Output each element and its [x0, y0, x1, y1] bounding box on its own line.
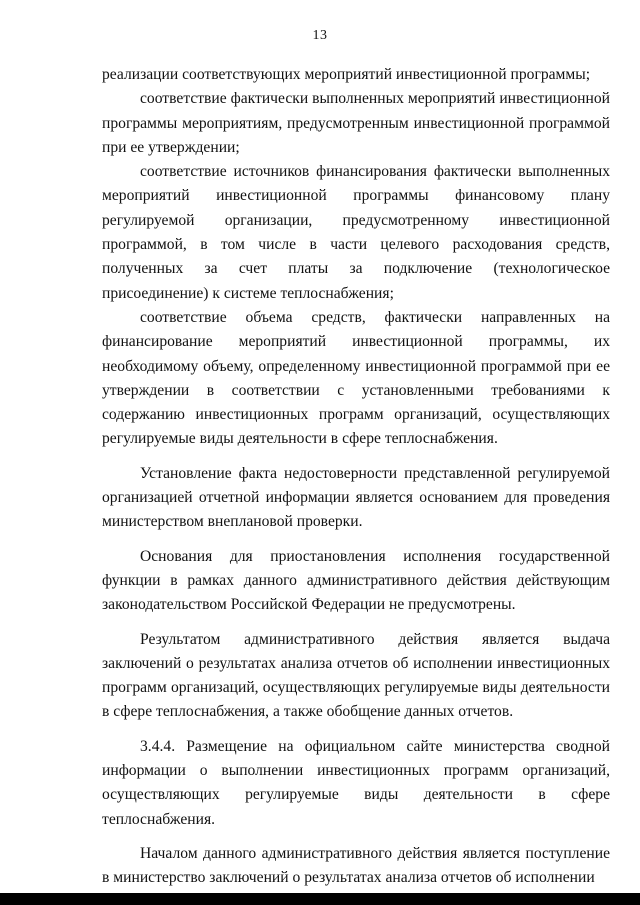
section-heading-3-4-4: 3.4.4. Размещение на официальном сайте министерства сводной информации о выполнении инвестиционных программ организаций, осуществляющих регулируемые виды деятельности в сфере теплоснабжения. [102, 737, 610, 828]
paragraph-continuation: реализации соответствующих мероприятий инвестиционной программы; [102, 66, 591, 83]
paragraph-compliance-financing: соответствие источников финансирования фактически выполненных мероприятий инвестиционной программы финансовому плану регулируемой организации, предусмотренному инвестиционной программой, в том числе в части целевого расходования средств, полученных за счет платы за подключение (технологическое присоединение) к системе теплоснабжения; [102, 163, 610, 302]
paragraph-action-result: Результатом административного действия является выдача заключений о результатах анализа отчетов об исполнении инвестиционных программ организаций, осуществляющих регулируемые виды деятельности в сфере теплоснабжения, а также обобщение данных отчетов. [102, 630, 610, 721]
paragraph-compliance-volume: соответствие объема средств, фактически направленных на финансирование мероприятий инвестиционной программы, их необходимому объему, определенному инвестиционной программой при ее утверждении в соответствии с установленными требованиями к содержанию инвестиционных программ организаций, осуществляющих регулируемые виды деятельности в сфере теплоснабжения. [102, 308, 610, 448]
document-body [102, 63, 610, 891]
paragraph-action-start: Началом данного административного действия является поступление в министерство заключений о результатах анализа отчетов об исполнении [102, 844, 610, 887]
paragraph-unscheduled-inspection: Установление факта недостоверности представленной регулируемой организацией отчетной информации является основанием для проведения министерством внеплановой проверки. [102, 464, 610, 531]
paragraph-compliance-measures: соответствие фактически выполненных мероприятий инвестиционной программы мероприятиям, предусмотренным инвестиционной программой при ее утверждении; [102, 90, 610, 156]
paragraph-suspension-grounds: Основания для приостановления исполнения государственной функции в рамках данного административного действия действующим законодательством Российской Федерации не предусмотрены. [102, 547, 610, 614]
page-number: 13 [312, 28, 328, 43]
scan-bottom-border [0, 893, 640, 905]
